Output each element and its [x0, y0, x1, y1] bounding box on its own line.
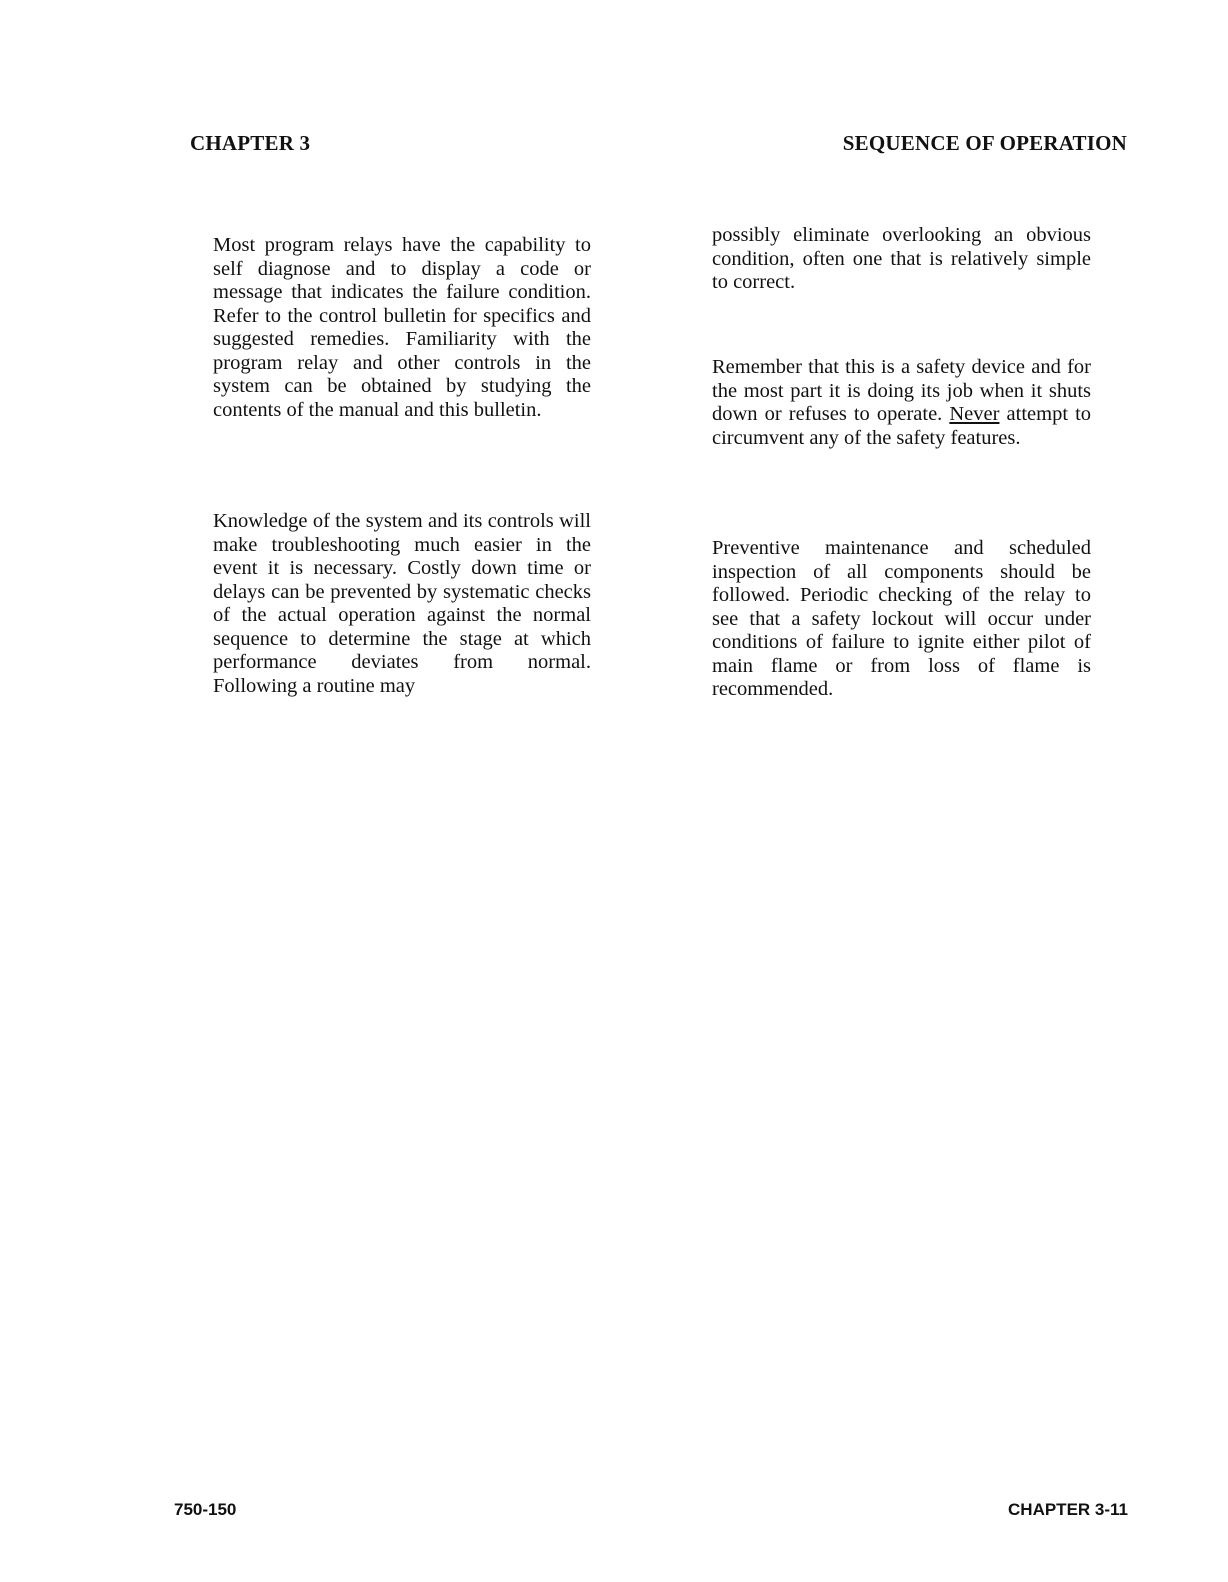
safety-text-before: Remember that this is a safety device and for the most part it is doing its job when it shuts down or refuses to operate.	[712, 356, 1091, 425]
paragraph-safety-device	[712, 356, 1091, 450]
safety-text-after: attempt to circumvent any of the safety features.	[712, 403, 1092, 449]
chapter-header: CHAPTER 3	[190, 131, 311, 155]
section-title: SEQUENCE OF OPERATION	[842, 131, 1127, 155]
paragraph-program-relays: Most program relays have the capability to self diagnose and to display a code or message that indicates the failure condition. Refer to the control bulletin for specifics and suggested remedies. Familiarity with the program relay and other controls in the system can be obtained by studying the contents of the manual and this bulletin.	[213, 234, 591, 421]
page-number: CHAPTER 3-11	[1008, 1500, 1128, 1519]
document-number: 750-150	[174, 1500, 237, 1519]
emphasis-never: Never	[949, 403, 1000, 425]
paragraph-preventive-maintenance: Preventive maintenance and scheduled inspection of all components should be followed. Periodic checking of the relay to see that a safety lockout will occur under conditions of failure to ignite either pilot of main flame or from loss of flame is recommended.	[712, 537, 1091, 700]
paragraph-routine-continuation: possibly eliminate overlooking an obvious condition, often one that is relatively simple to correct.	[712, 224, 1091, 293]
paragraph-system-knowledge: Knowledge of the system and its controls will make troubleshooting much easier in the event it is necessary. Costly down time or delays can be prevented by systematic checks of the actual operation against the normal sequence to determine the stage at which performance deviates from normal. Following a routine may	[213, 510, 591, 697]
